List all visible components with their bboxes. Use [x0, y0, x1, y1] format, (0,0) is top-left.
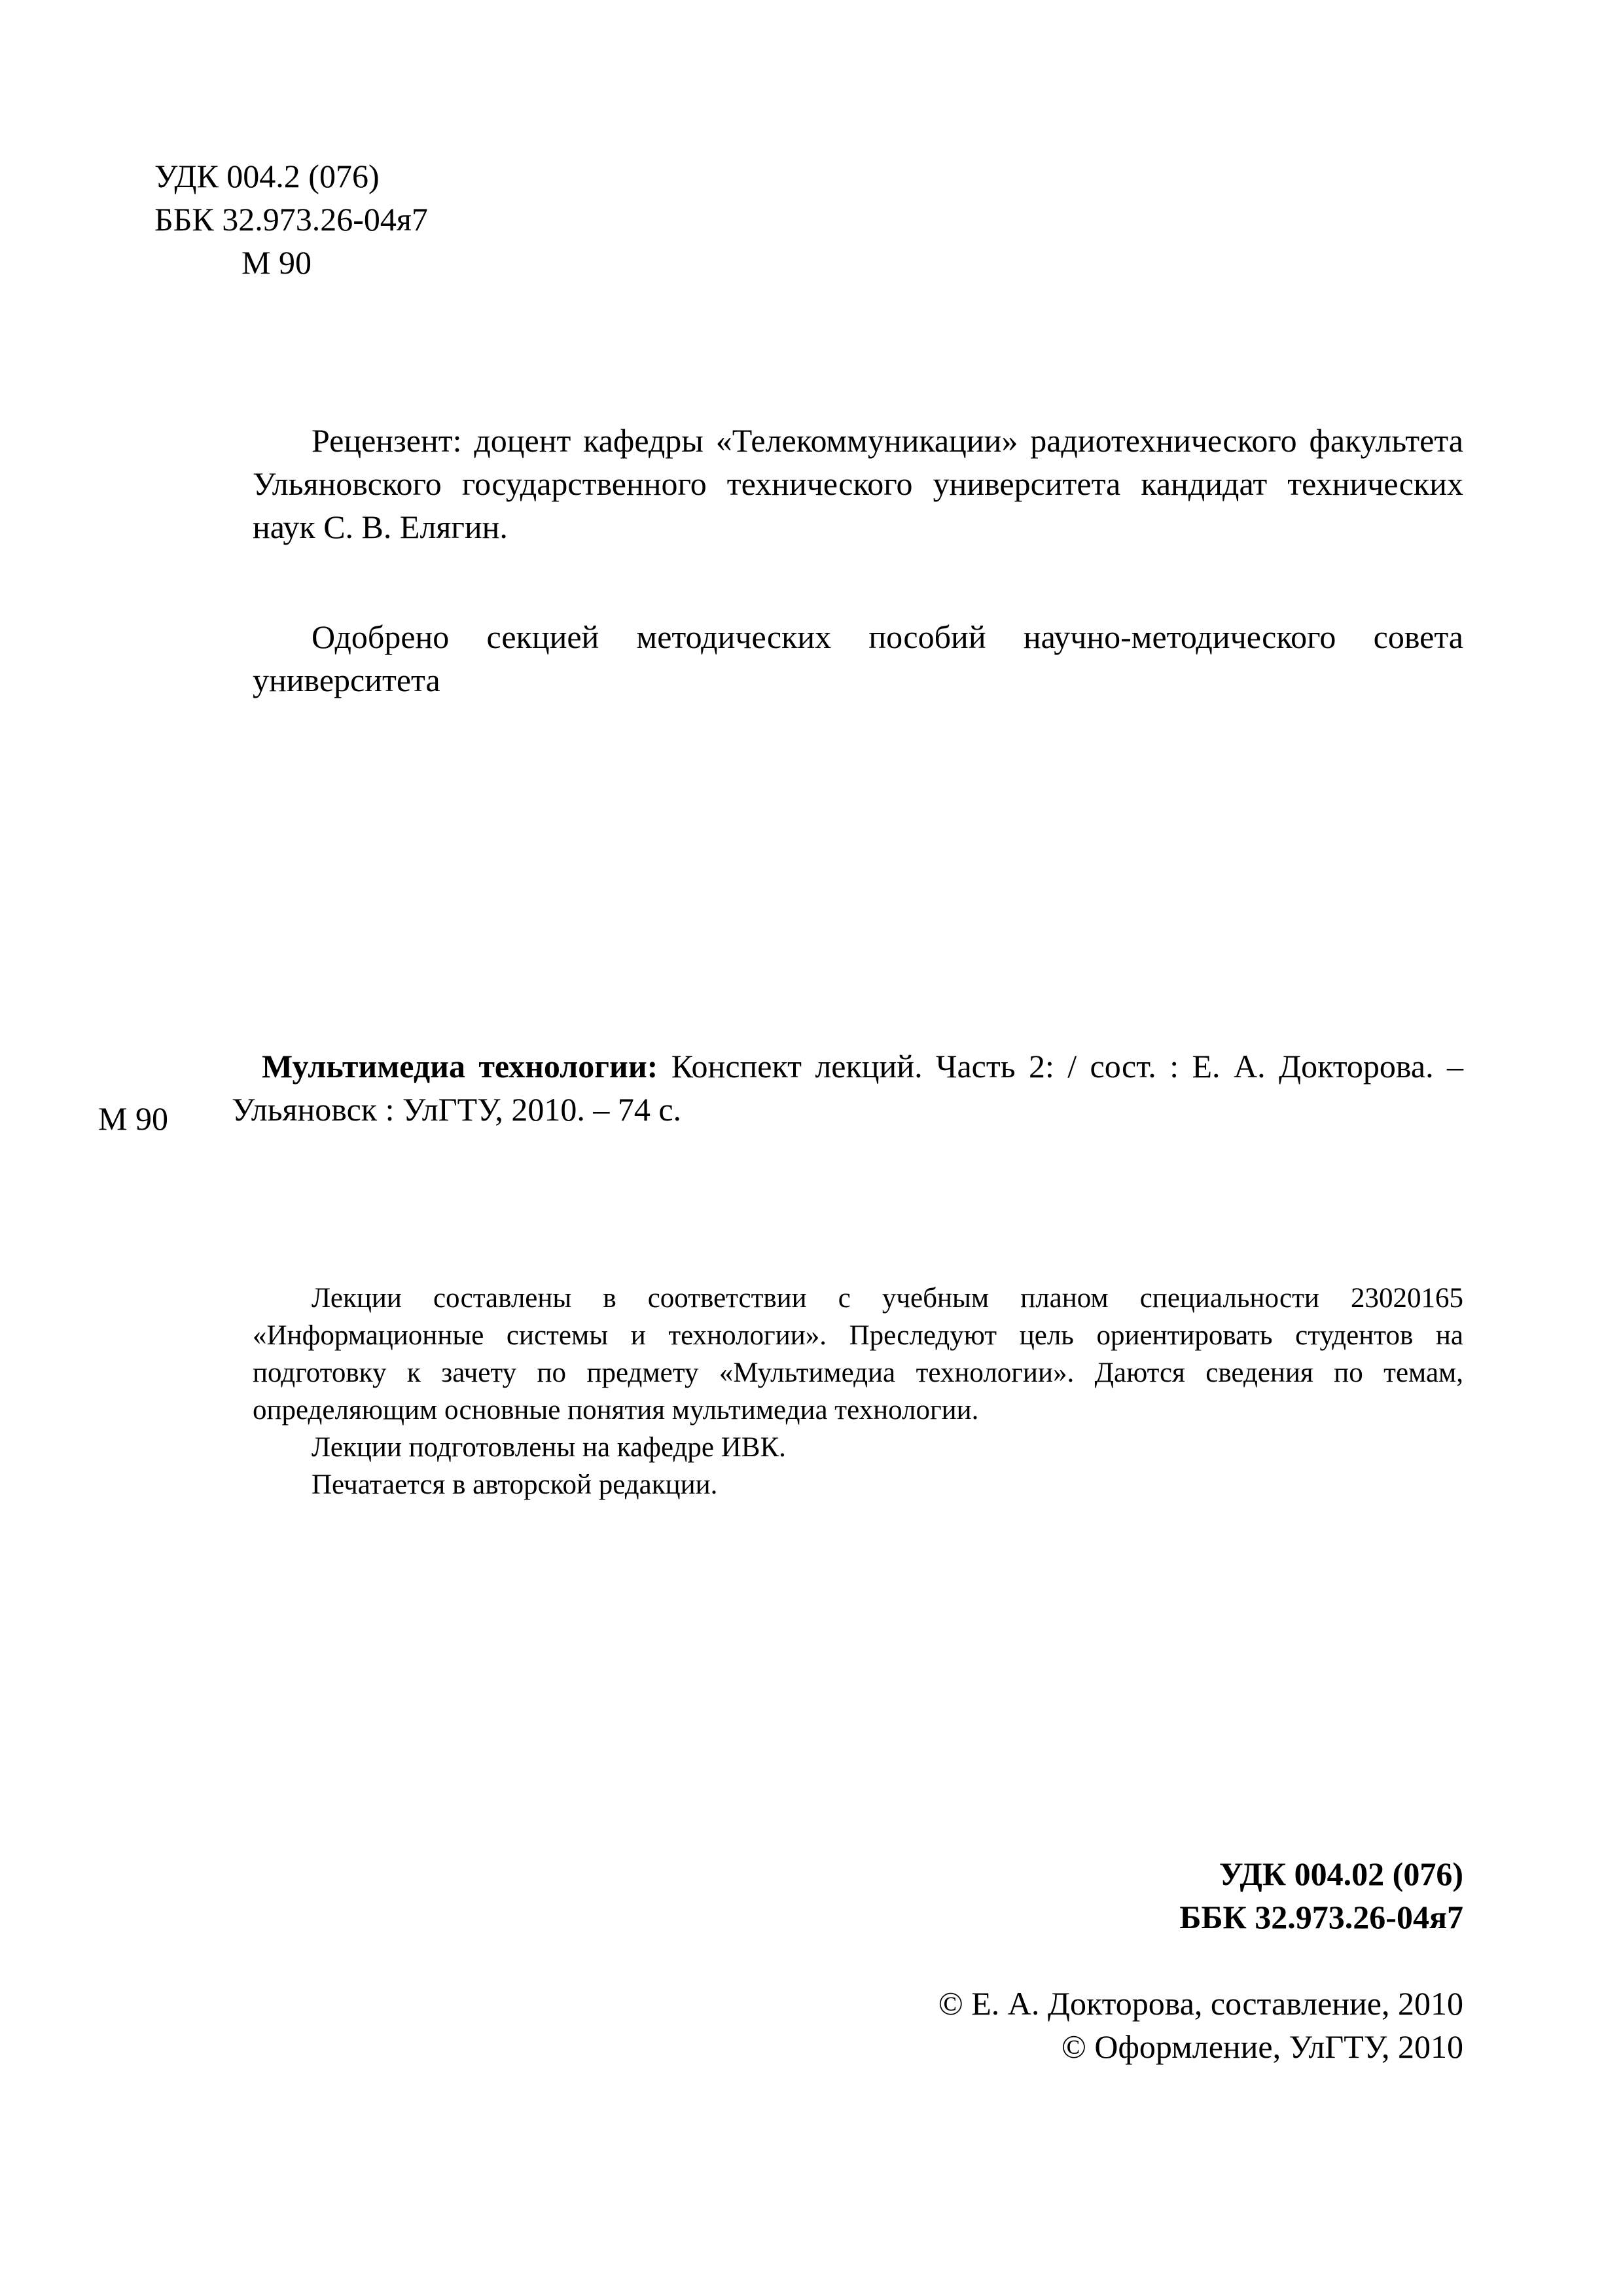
- bibliographic-title: Мультимедиа технологии:: [262, 1048, 658, 1085]
- header-author-mark: М 90: [241, 244, 312, 281]
- header-udk: УДК 004.2 (076): [154, 158, 380, 194]
- bibliographic-rest: Конспект лекций. Часть 2: / сост. : Е. А. Докторова. – Ульяновск : УлГТУ, 2010. – 74 с.: [232, 1048, 1463, 1128]
- bibliographic-description: [232, 1045, 1463, 1131]
- annotation-block: [253, 1280, 1463, 1503]
- header-bbk: ББК 32.973.26-04я7: [154, 201, 428, 238]
- classification-block: [916, 1852, 1463, 1939]
- reviewer-text: Рецензент: доцент кафедры «Телекоммуникации» радиотехнического факультета Ульяновского государственного технического университета кандидат технических наук С. В. Елягин.: [253, 422, 1463, 545]
- annotation-paragraph: Лекции подготовлены на кафедре ИВК.: [312, 1432, 786, 1463]
- copyright-compiler: © Е. А. Докторова, составление, 2010: [938, 1985, 1463, 2022]
- approval-text: Одобрено секцией методических пособий научно-методического совета университета: [253, 619, 1463, 698]
- bibliographic-author-mark: М 90: [98, 1100, 168, 1137]
- annotation-paragraph: Печатается в авторской редакции.: [312, 1469, 718, 1500]
- classification-udk: УДК 004.02 (076): [1219, 1856, 1463, 1892]
- annotation-paragraph: Лекции составлены в соответствии с учебным планом специальности 23020165 «Информационные системы и технологии». Преследуют цель ориентировать студентов на подготовку к зачету по предмету «Мультимедиа технологии». Даются сведения по темам, определяющим основные понятия мультимедиа технологии.: [253, 1283, 1463, 1426]
- header-block: [154, 154, 428, 284]
- classification-bbk: ББК 32.973.26-04я7: [1179, 1899, 1463, 1935]
- copyright-design: © Оформление, УлГТУ, 2010: [1061, 2028, 1463, 2065]
- copyright-block: [785, 1982, 1463, 2068]
